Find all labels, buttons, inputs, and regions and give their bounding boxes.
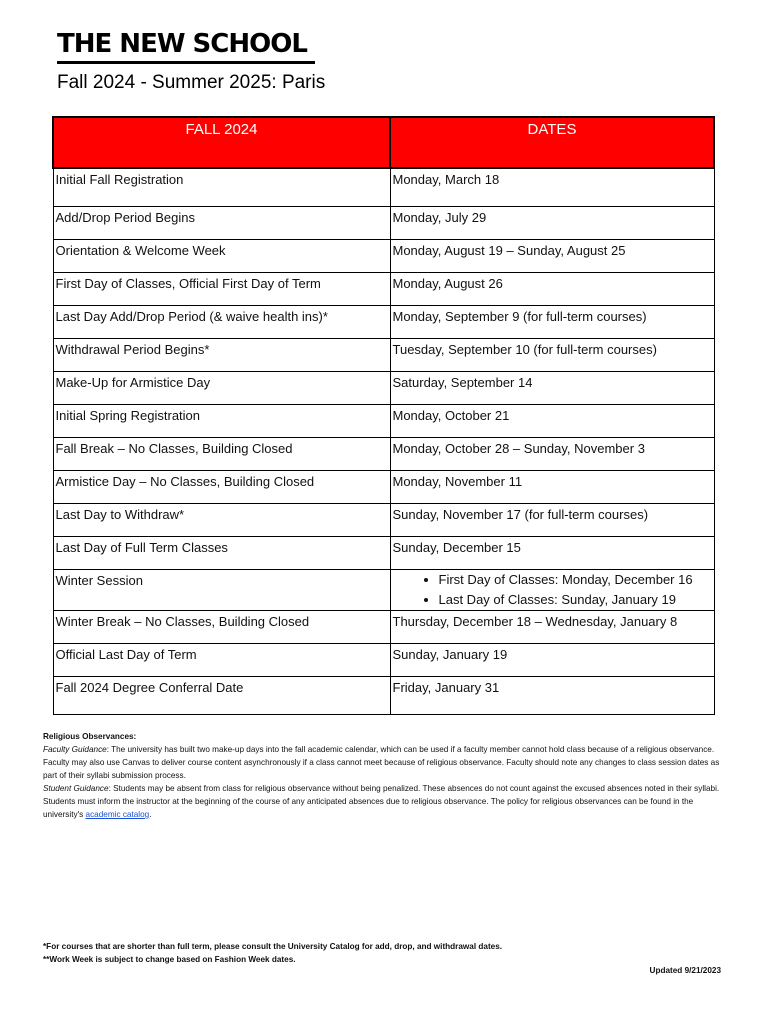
faculty-guidance xyxy=(43,743,723,782)
table-row xyxy=(53,438,714,471)
event-cell: Orientation & Welcome Week xyxy=(53,240,390,273)
student-guidance-end: . xyxy=(149,810,152,819)
table-row xyxy=(53,207,714,240)
date-cell: Sunday, January 19 xyxy=(390,644,714,677)
event-cell: Last Day Add/Drop Period (& waive health ins)* xyxy=(53,306,390,339)
event-cell: Fall Break – No Classes, Building Closed xyxy=(53,438,390,471)
table-row xyxy=(53,405,714,438)
list-item: • First Day of Classes: Monday, December 16 xyxy=(439,570,712,590)
date-cell: Monday, October 21 xyxy=(390,405,714,438)
event-cell: Winter Break – No Classes, Building Closed xyxy=(53,611,390,644)
table-row xyxy=(53,644,714,677)
column-header-dates: DATES xyxy=(390,117,714,168)
logo-underline xyxy=(57,61,315,64)
student-guidance-text: : Students may be absent from class for religious observance without being penalized. These absences do not count against the excused absences noted in their syllabi. Students must inform the instructor at the beginning of the course of any anticipated absences due to religious observance. The policy for religious observances can be found in the university's xyxy=(43,784,720,819)
updated-date: Updated 9/21/2023 xyxy=(649,966,721,975)
footnote: *For courses that are shorter than full term, please consult the University Catalog for add, drop, and withdrawal dates. xyxy=(43,942,503,951)
faculty-guidance-label: Faculty Guidance xyxy=(43,745,107,754)
table-header-row xyxy=(53,117,714,168)
table-row xyxy=(53,677,714,715)
date-cell: Friday, January 31 xyxy=(390,677,714,715)
date-cell: Monday, August 26 xyxy=(390,273,714,306)
date-cell xyxy=(390,570,714,611)
table-row xyxy=(53,273,714,306)
date-cell: Monday, August 19 – Sunday, August 25 xyxy=(390,240,714,273)
religious-observances-notes xyxy=(43,730,723,821)
date-cell: Thursday, December 18 – Wednesday, January 8 xyxy=(390,611,714,644)
list-item: • Last Day of Classes: Sunday, January 19 xyxy=(439,590,712,610)
event-cell: First Day of Classes, Official First Day of Term xyxy=(53,273,390,306)
date-cell: Sunday, December 15 xyxy=(390,537,714,570)
date-cell: Saturday, September 14 xyxy=(390,372,714,405)
column-header-term: FALL 2024 xyxy=(53,117,390,168)
date-cell: Monday, March 18 xyxy=(390,168,714,207)
academic-catalog-link[interactable]: academic catalog xyxy=(85,810,150,819)
faculty-guidance-text: : The university has built two make-up days into the fall academic calendar, which can be used if a faculty member cannot hold class because of a religious observance. Faculty may also use Canvas to deliver course content asynchronously if a class cannot meet because of religious observance. Faculty should note any changes to class session dates as part of their syllabi submission process. xyxy=(43,745,720,780)
event-cell: Withdrawal Period Begins* xyxy=(53,339,390,372)
table-row xyxy=(53,504,714,537)
event-cell: Winter Session xyxy=(53,570,390,611)
table-row xyxy=(53,611,714,644)
winter-session-dates xyxy=(393,570,712,610)
date-cell: Monday, October 28 – Sunday, November 3 xyxy=(390,438,714,471)
table-row xyxy=(53,339,714,372)
student-guidance xyxy=(43,782,723,821)
event-cell: Initial Fall Registration xyxy=(53,168,390,207)
event-cell: Initial Spring Registration xyxy=(53,405,390,438)
table-row xyxy=(53,240,714,273)
page-title: Fall 2024 - Summer 2025: Paris xyxy=(57,72,326,93)
date-cell: Monday, November 11 xyxy=(390,471,714,504)
table-row xyxy=(53,570,714,611)
student-guidance-label: Student Guidance xyxy=(43,784,109,793)
date-cell: Tuesday, September 10 (for full-term courses) xyxy=(390,339,714,372)
date-cell: Monday, July 29 xyxy=(390,207,714,240)
event-cell: Official Last Day of Term xyxy=(53,644,390,677)
event-cell: Add/Drop Period Begins xyxy=(53,207,390,240)
event-cell: Armistice Day – No Classes, Building Closed xyxy=(53,471,390,504)
date-cell: Sunday, November 17 (for full-term courses) xyxy=(390,504,714,537)
event-cell: Fall 2024 Degree Conferral Date xyxy=(53,677,390,715)
table-row xyxy=(53,372,714,405)
logo-text: THE NEW SCHOOL xyxy=(57,29,307,59)
footnote: **Work Week is subject to change based on Fashion Week dates. xyxy=(43,955,296,964)
notes-heading: Religious Observances: xyxy=(43,732,137,741)
footnotes xyxy=(43,940,502,966)
event-cell: Make-Up for Armistice Day xyxy=(53,372,390,405)
table-row xyxy=(53,471,714,504)
table-row xyxy=(53,537,714,570)
table-row xyxy=(53,168,714,207)
academic-calendar-table xyxy=(52,116,715,715)
school-logo xyxy=(57,30,317,64)
event-cell: Last Day of Full Term Classes xyxy=(53,537,390,570)
date-cell: Monday, September 9 (for full-term courses) xyxy=(390,306,714,339)
table-row xyxy=(53,306,714,339)
event-cell: Last Day to Withdraw* xyxy=(53,504,390,537)
